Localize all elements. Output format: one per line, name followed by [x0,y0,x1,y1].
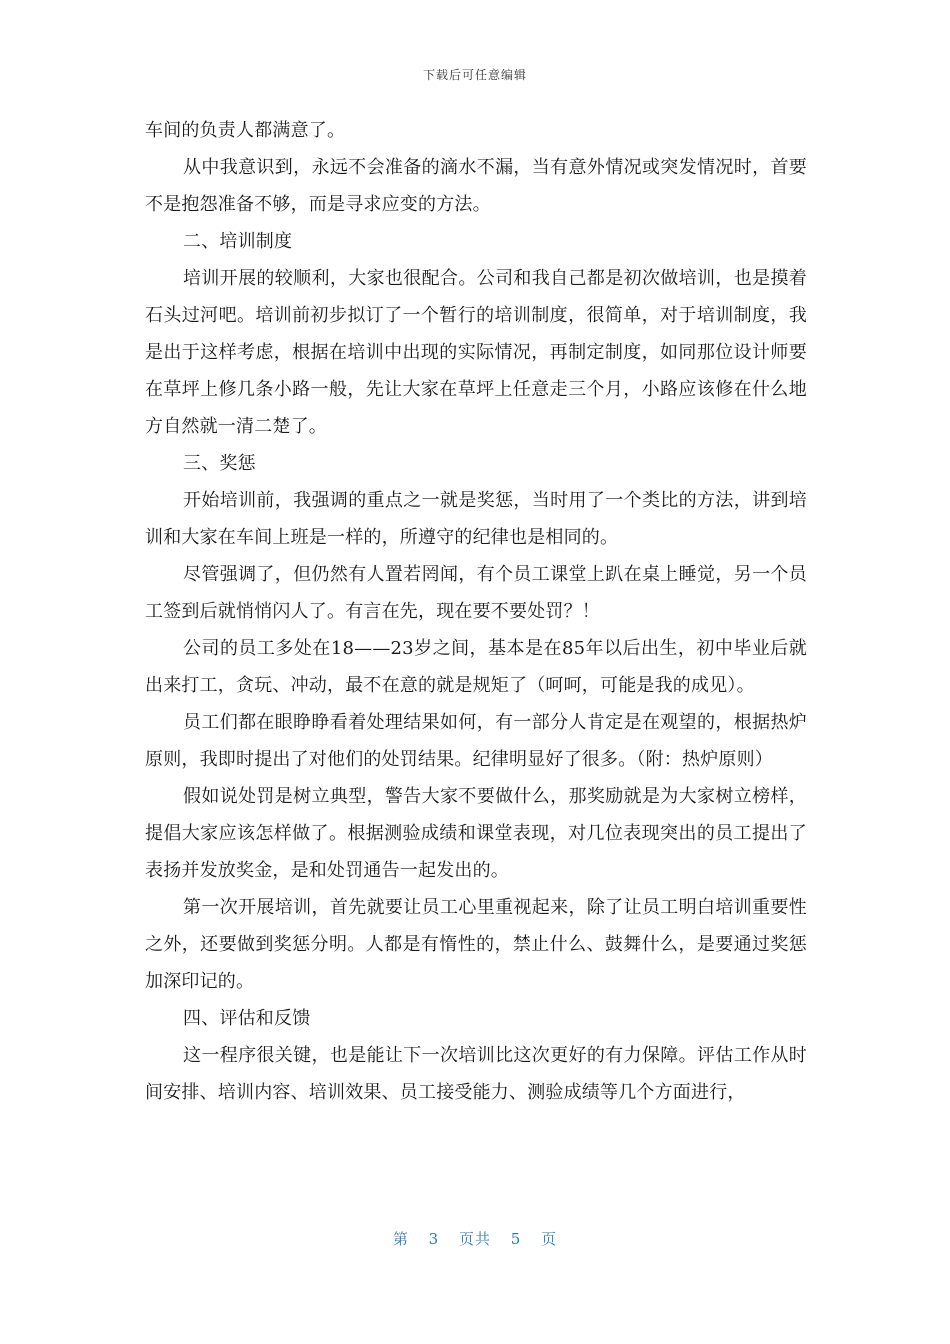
paragraph: 培训开展的较顺利，大家也很配合。公司和我自己都是初次做培训，也是摸着石头过河吧。培训前初步拟订了一个暂行的培训制度，很简单，对于培训制度，我是出于这样考虑，根据在培训中出现的实际情况，再制定制度，如同那位设计师要在草坪上修几条小路一般，先让大家在草坪上任意走三个月，小路应该修在什么地方自然就一清二楚了。 [145,268,807,437]
paragraph: 尽管强调了，但仍然有人置若罔闻，有个员工课堂上趴在桌上睡觉，另一个员工签到后就悄悄闪人了。有言在先，现在要不要处罚？！ [145,564,807,622]
paragraph: 车间的负责人都满意了。 [145,120,346,141]
document-body [145,112,807,1111]
paragraph: 这一程序很关键，也是能让下一次培训比这次更好的有力保障。评估工作从时间安排、培训内容、培训效果、员工接受能力、测验成绩等几个方面进行， [145,1045,807,1103]
paragraph: 二、培训制度 [183,231,293,252]
paragraph: 三、奖惩 [183,453,256,474]
paragraph: 第一次开展培训，首先就要让员工心里重视起来，除了让员工明白培训重要性之外，还要做到奖惩分明。人都是有惰性的，禁止什么、鼓舞什么，是要通过奖惩加深印记的。 [145,897,807,992]
paragraph: 四、评估和反馈 [183,1008,311,1029]
paragraph: 员工们都在眼睁睁看着处理结果如何，有一部分人肯定是在观望的，根据热炉原则，我即时提出了对他们的处罚结果。纪律明显好了很多。（附：热炉原则） [145,712,807,770]
paragraph: 开始培训前，我强调的重点之一就是奖惩，当时用了一个类比的方法，讲到培训和大家在车间上班是一样的，所遵守的纪律也是相同的。 [145,490,807,548]
paragraph: 公司的员工多处在18——23岁之间，基本是在85年以后出生，初中毕业后就出来打工，贪玩、冲动，最不在意的就是规矩了（呵呵，可能是我的成见）。 [145,638,807,696]
paragraph: 从中我意识到，永远不会准备的滴水不漏，当有意外情况或突发情况时，首要不是抱怨准备不够，而是寻求应变的方法。 [145,157,807,215]
page-header: 下载后可任意编辑 [422,68,527,82]
page-footer: 第 3 页共 5 页 [392,1230,558,1248]
paragraph: 假如说处罚是树立典型，警告大家不要做什么，那奖励就是为大家树立榜样，提倡大家应该怎样做了。根据测验成绩和课堂表现，对几位表现突出的员工提出了表扬并发放奖金，是和处罚通告一起发出的。 [145,786,807,881]
